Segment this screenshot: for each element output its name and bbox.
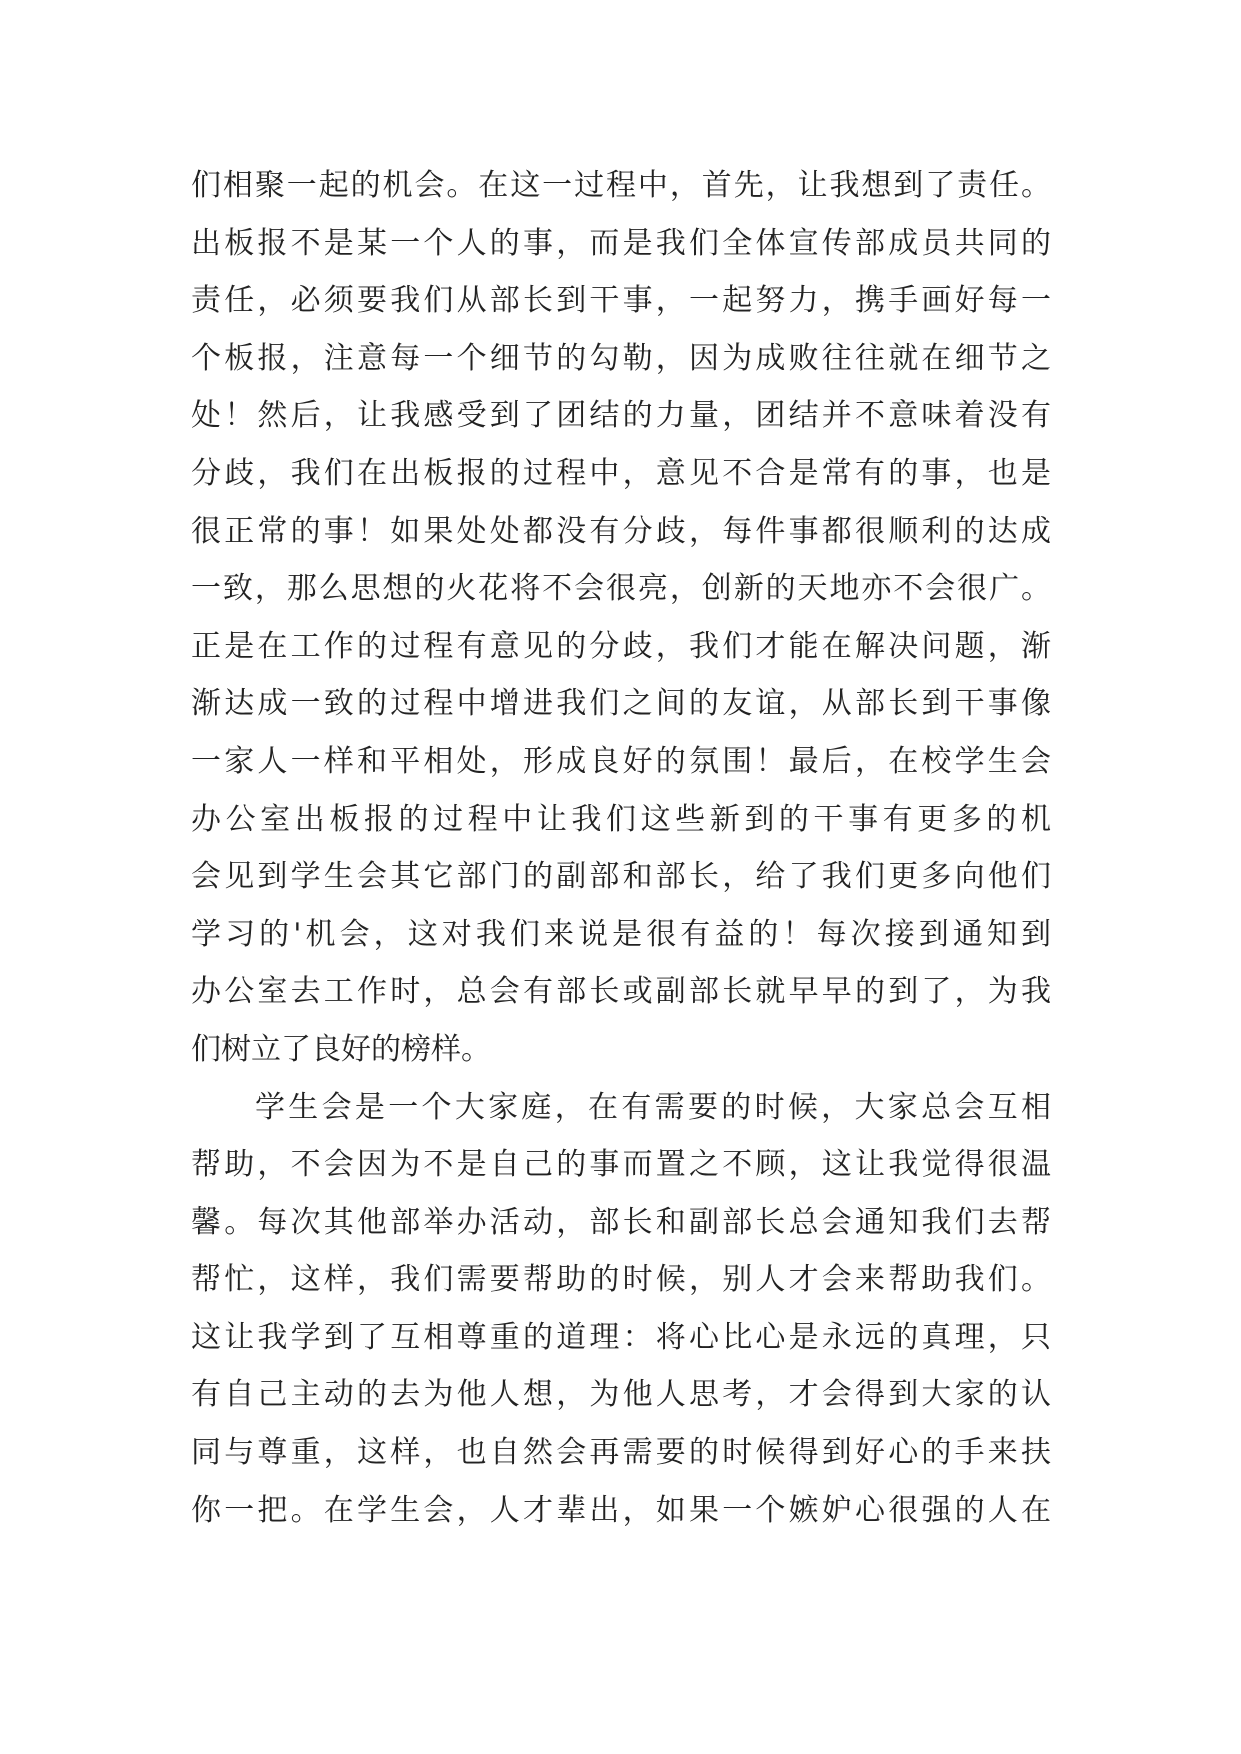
text-line: 帮忙，这样，我们需要帮助的时候，别人才会来帮助我们。 [191, 1262, 1051, 1298]
text-line: 馨。每次其他部举办活动，部长和副部长总会通知我们去帮 [191, 1204, 1051, 1240]
text-line: 会见到学生会其它部门的副部和部长，给了我们更多向他们 [191, 859, 1051, 895]
text-line: 这让我学到了互相尊重的道理：将心比心是永远的真理，只 [191, 1319, 1051, 1355]
text-line: 同与尊重，这样，也自然会再需要的时候得到好心的手来扶 [191, 1435, 1051, 1471]
text-line: 正是在工作的过程有意见的分歧，我们才能在解决问题，渐 [191, 628, 1051, 664]
text-line: 一家人一样和平相处，形成良好的氛围！最后，在校学生会 [191, 743, 1051, 779]
text-line: 处！然后，让我感受到了团结的力量，团结并不意味着没有 [191, 398, 1051, 434]
text-line: 办公室出板报的过程中让我们这些新到的干事有更多的机 [191, 801, 1051, 837]
text-line: 你一把。在学生会，人才辈出，如果一个嫉妒心很强的人在 [191, 1492, 1051, 1528]
text-line: 一致，那么思想的火花将不会很亮，创新的天地亦不会很广。 [191, 571, 1051, 607]
text-line: 个板报，注意每一个细节的勾勒，因为成败往往就在细节之 [191, 340, 1051, 376]
text-line: 有自己主动的去为他人想，为他人思考，才会得到大家的认 [191, 1377, 1051, 1413]
text-line: 们相聚一起的机会。在这一过程中，首先，让我想到了责任。 [191, 168, 1051, 203]
text-line: 学生会是一个大家庭，在有需要的时候，大家总会互相 [255, 1089, 1051, 1125]
text-line: 帮助，不会因为不是自己的事而置之不顾，这让我觉得很温 [191, 1147, 1051, 1183]
body-text [191, 157, 1051, 1539]
text-line: 出板报不是某一个人的事，而是我们全体宣传部成员共同的 [191, 225, 1051, 261]
text-line: 办公室去工作时，总会有部长或副部长就早早的到了，为我 [191, 974, 1051, 1010]
text-line: 分歧，我们在出板报的过程中，意见不合是常有的事，也是 [191, 455, 1051, 491]
text-line: 们树立了良好的榜样。 [191, 1031, 491, 1067]
text-line: 责任，必须要我们从部长到干事，一起努力，携手画好每一 [191, 283, 1051, 319]
text-line: 渐达成一致的过程中增进我们之间的友谊，从部长到干事像 [191, 686, 1051, 722]
text-line: 很正常的事！如果处处都没有分歧，每件事都很顺利的达成 [191, 513, 1051, 549]
text-line: 学习的'机会，这对我们来说是很有益的！每次接到通知到 [191, 916, 1051, 952]
